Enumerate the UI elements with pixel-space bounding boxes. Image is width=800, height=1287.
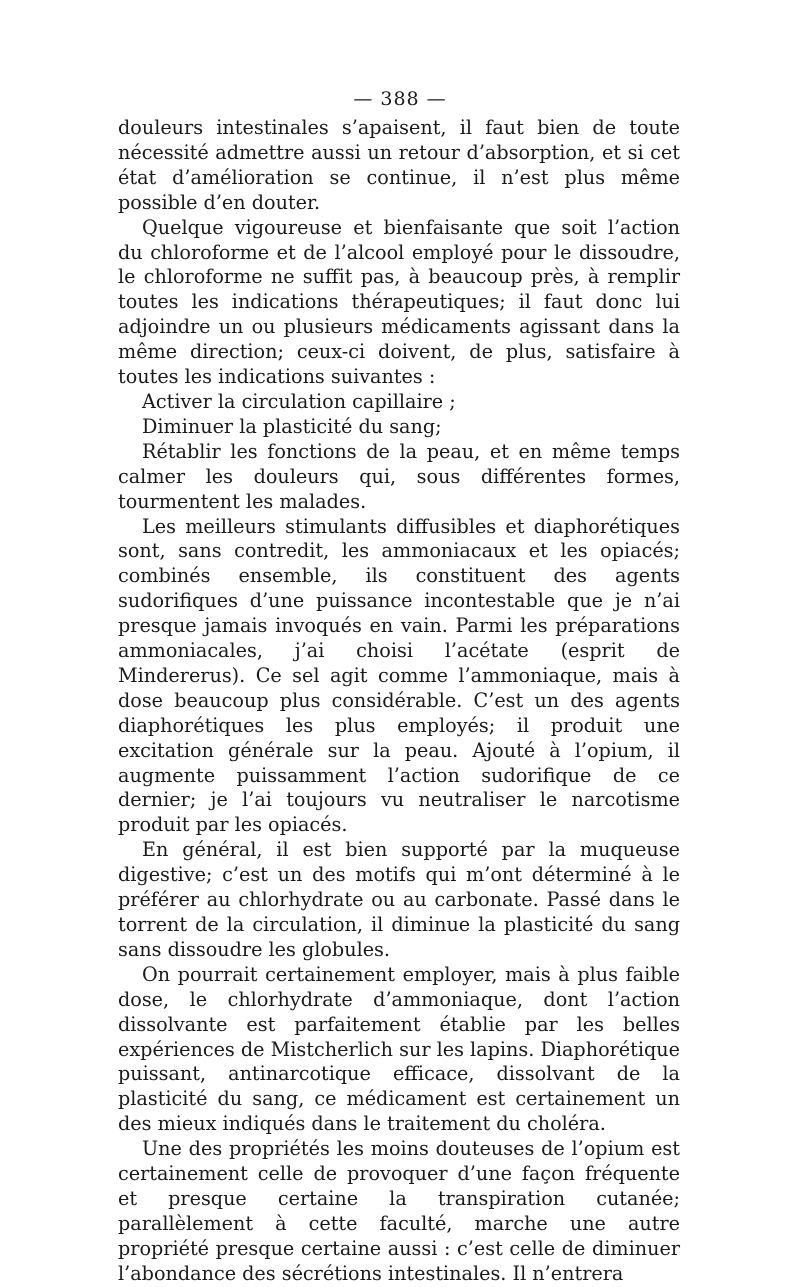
paragraph-chloroform: Quelque vigoureuse et bienfaisante que soit l’action du chloroforme et de l’alcool employé pour le dissoudre, le chloroforme ne suffit pas, à beaucoup près, à remplir toutes les indications thérapeutiques; il faut donc lui adjoindre un ou plusieurs médicaments agissant dans la même direction; ceux-ci doivent, de plus, satisfaire à toutes les indications suivantes :: [118, 215, 680, 389]
paragraph-continuation: douleurs intestinales s’apaisent, il faut bien de toute nécessité admettre aussi un retour d’absorption, et si cet état d’amélioration se continue, il n’est plus même possible d’en douter.: [118, 116, 680, 214]
indication-item-skin: Rétablir les fonctions de la peau, et en même temps calmer les douleurs qui, sous différentes formes, tourmentent les malades.: [118, 439, 680, 513]
page-number: — 388 —: [353, 88, 447, 110]
paragraph-general: En général, il est bien supporté par la muqueuse digestive; c’est un des motifs qui m’ont déterminé à le préférer au chlorhydrate ou au carbonate. Passé dans le torrent de la circulation, il diminue la plasticité du sang sans dissoudre les globules.: [118, 838, 680, 961]
paragraph-chlorhydrate: On pourrait certainement employer, mais à plus faible dose, le chlorhydrate d’ammoniaque, dont l’action dissolvante est parfaitement établie par les belles expériences de Mistcherlich sur les lapins. Diaphorétique puissant, antinarcotique efficace, dissolvant de la plasticité du sang, ce médicament est certainement un des mieux indiqués dans le traitement du choléra.: [118, 962, 680, 1136]
indication-item-plasticity: Diminuer la plasticité du sang;: [142, 414, 442, 438]
paragraph-opium: Une des propriétés les moins douteuses de l’opium est certainement celle de provoquer d’une façon fréquente et presque certaine la transpiration cutanée; parallèlement à cette faculté, marche une autre propriété presque certaine aussi : c’est celle de diminuer l’abondance des sécrétions intestinales. Il n’entrera: [118, 1137, 680, 1285]
body-text: [118, 116, 680, 1287]
paragraph-stimulants: Les meilleurs stimulants diffusibles et diaphorétiques sont, sans contredit, les ammoniacaux et les opiacés; combinés ensemble, ils constituent des agents sudorifiques d’une puissance incontestable que je n’ai presque jamais invoqués en vain. Parmi les préparations ammoniacales, j’ai choisi l’acétate (esprit de Mindererus). Ce sel agit comme l’ammoniaque, mais à dose beaucoup plus considérable. C’est un des agents diaphorétiques les plus employés; il produit une excitation générale sur la peau. Ajouté à l’opium, il augmente puissamment l’action sudorifique de ce dernier; je l’ai toujours vu neutraliser le narcotisme produit par les opiacés.: [118, 514, 680, 837]
indication-item-circulation: Activer la circulation capillaire ;: [142, 389, 456, 413]
